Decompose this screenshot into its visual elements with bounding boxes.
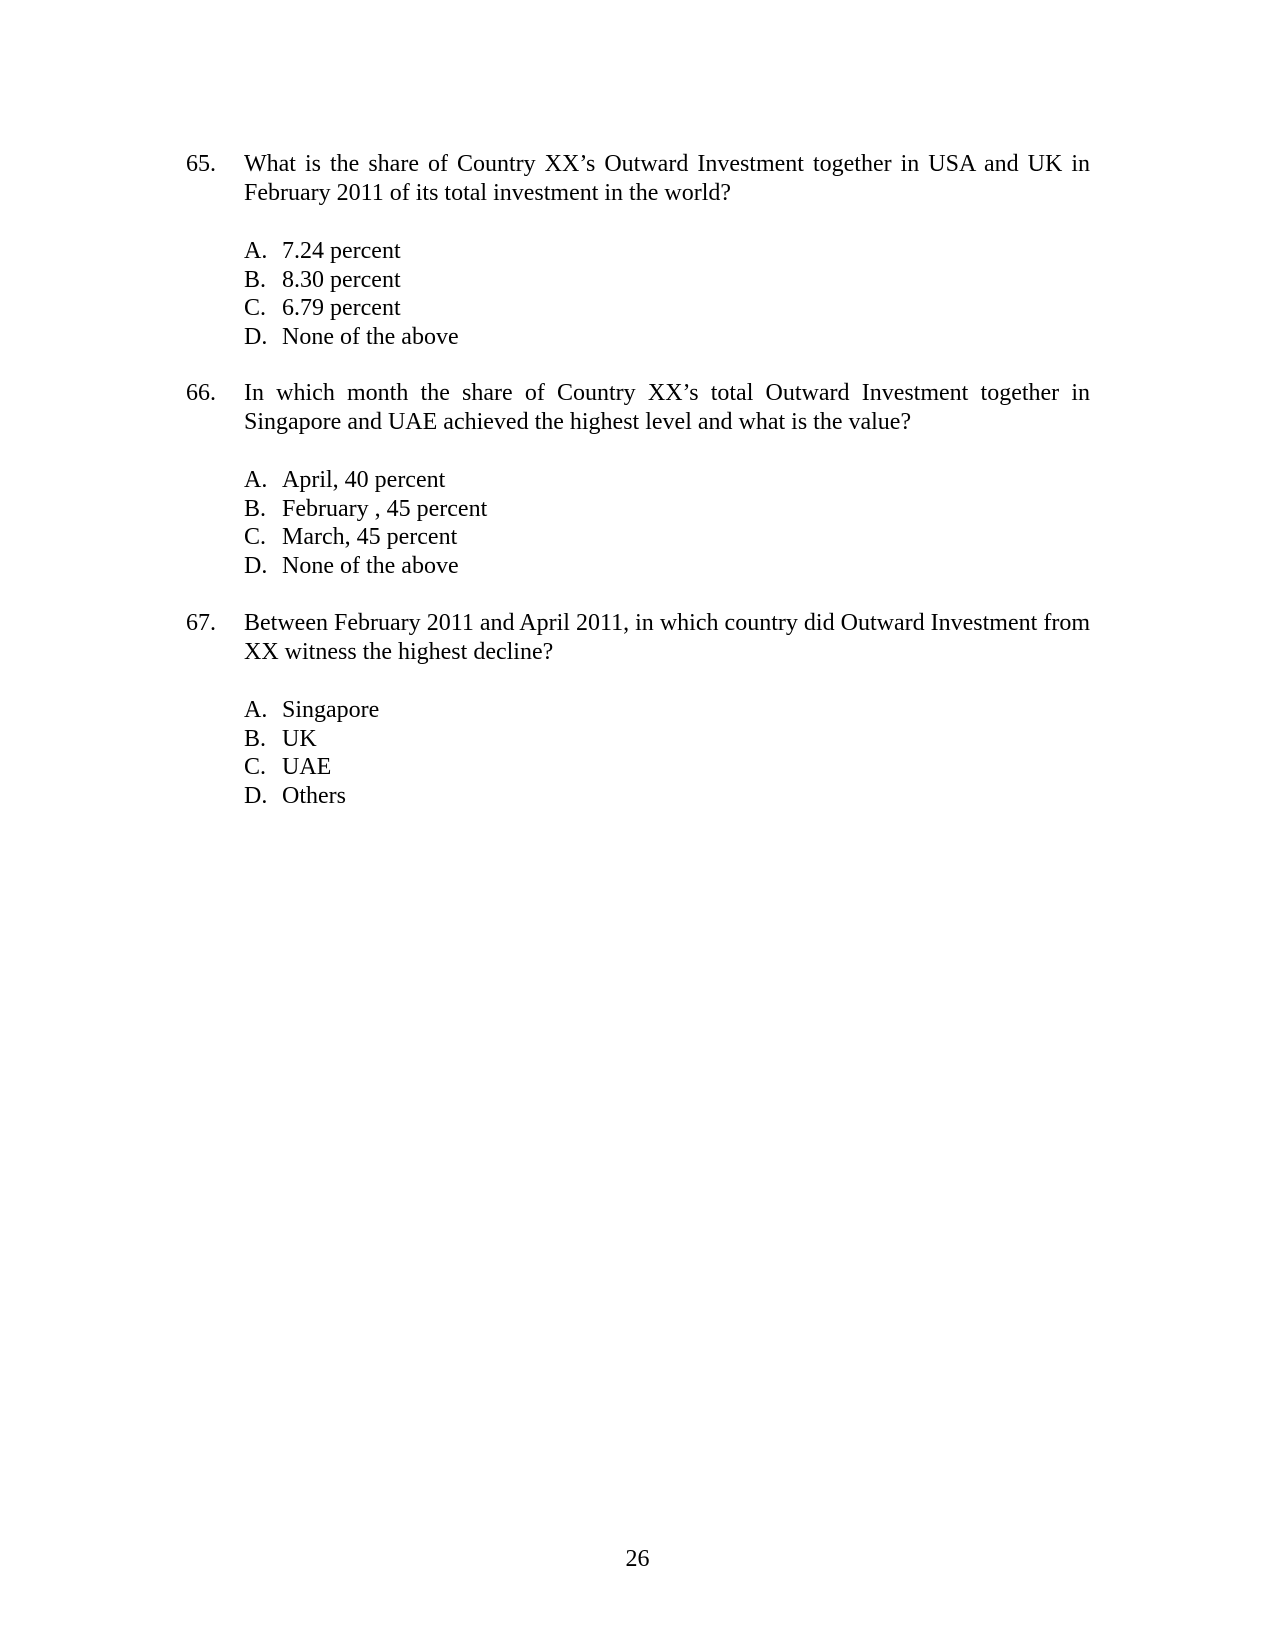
option-d <box>244 782 1090 811</box>
option-text: April, 40 percent <box>282 467 446 493</box>
option-d <box>244 323 1090 352</box>
answer-options <box>244 466 1090 580</box>
option-text: February , 45 percent <box>282 495 488 522</box>
option-c <box>244 753 1090 782</box>
option-d <box>244 552 1090 581</box>
question-66 <box>186 379 1090 580</box>
option-a <box>244 466 1090 495</box>
option-c <box>244 294 1090 323</box>
option-letter: D. <box>244 782 268 809</box>
option-text: 6.79 percent <box>282 295 401 321</box>
question-67 <box>186 609 1090 810</box>
option-a <box>244 696 1090 725</box>
option-letter: B. <box>244 266 267 293</box>
option-letter: B. <box>244 725 267 752</box>
question-text: What is the share of Country XX’s Outward Investment together in USA and UK in February 2011 of its total investment in the world? <box>244 151 1090 206</box>
option-text: None of the above <box>282 323 459 350</box>
option-letter: A. <box>244 238 268 264</box>
option-c <box>244 523 1090 552</box>
option-letter: C. <box>244 524 267 550</box>
question-number: 66. <box>186 380 216 406</box>
question-number: 65. <box>186 151 216 177</box>
question-number: 67. <box>186 610 216 636</box>
option-a <box>244 237 1090 266</box>
option-b <box>244 495 1090 524</box>
option-text: Others <box>282 782 346 809</box>
option-letter: A. <box>244 697 268 723</box>
option-letter: A. <box>244 467 268 493</box>
option-letter: C. <box>244 754 267 780</box>
option-letter: C. <box>244 295 267 321</box>
question-text: In which month the share of Country XX’s total Outward Investment together in Singapore and UAE achieved the highest level and what is the value? <box>244 380 1090 435</box>
option-text: UK <box>282 725 317 752</box>
option-letter: D. <box>244 323 268 350</box>
option-letter: B. <box>244 495 267 522</box>
option-text: March, 45 percent <box>282 524 458 550</box>
question-text: Between February 2011 and April 2011, in which country did Outward Investment from XX witness the highest decline? <box>244 610 1090 665</box>
option-text: None of the above <box>282 552 459 579</box>
option-text: UAE <box>282 754 332 780</box>
option-letter: D. <box>244 552 268 579</box>
option-text: Singapore <box>282 697 380 723</box>
answer-options <box>244 237 1090 351</box>
option-text: 8.30 percent <box>282 266 401 293</box>
answer-options <box>244 696 1090 810</box>
option-text: 7.24 percent <box>282 238 401 264</box>
option-b <box>244 725 1090 754</box>
option-b <box>244 266 1090 295</box>
question-65 <box>186 150 1090 351</box>
page-number: 26 <box>625 1546 650 1572</box>
